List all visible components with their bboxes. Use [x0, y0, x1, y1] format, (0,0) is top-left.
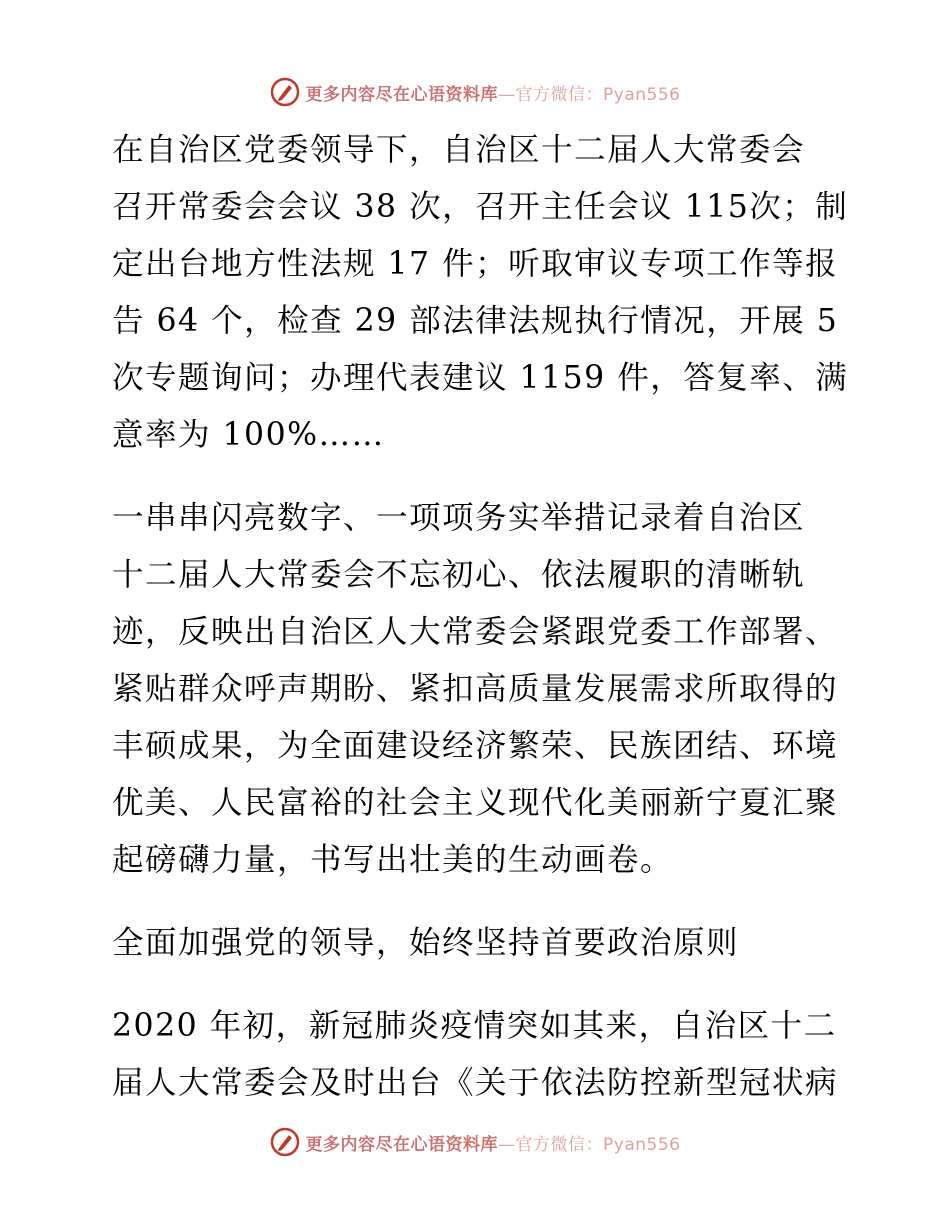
text-line: 一串串闪亮数字、一项项务实举措记录着自治区 [112, 500, 806, 536]
text-line: 告 64 个，检查 29 部法律法规执行情况，开展 5 [112, 303, 839, 339]
text-line: 召开常委会会议 38 次，召开主任会议 115次；制 [112, 189, 849, 225]
text-line: 紧贴群众呼声期盼、紧扣高质量发展需求所取得的 [112, 671, 839, 707]
paragraph-3 [100, 998, 850, 1112]
text-line: 全面加强党的领导，始终坚持首要政治原则 [112, 925, 740, 961]
text-line: 迹，反映出自治区人大常委会紧跟党委工作部署、 [112, 614, 839, 650]
text-line: 定出台地方性法规 17 件；听取审议专项工作等报 [112, 246, 839, 282]
document-body [100, 122, 850, 1138]
text-line: 在自治区党委领导下，自治区十二届人大常委会 [112, 132, 806, 168]
text-line: 优美、人民富裕的社会主义现代化美丽新宁夏汇聚 [112, 785, 839, 821]
watermark-main-text: 更多内容尽在心语资料库 [305, 84, 499, 105]
text-line: 届人大常委会及时出台《关于依法防控新型冠状病 [112, 1065, 839, 1101]
text-line: 起磅礴力量，书写出壮美的生动画卷。 [112, 842, 674, 878]
text-line: 十二届人大常委会不忘初心、依法履职的清晰轨 [112, 557, 806, 593]
text-line: 2020 年初，新冠肺炎疫情突如其来，自治区十二 [112, 1008, 837, 1044]
pen-logo-icon [270, 1127, 300, 1157]
watermark-sub-text: —官方微信：Pyan556 [498, 1134, 681, 1155]
watermark-text [306, 1130, 681, 1155]
section-heading [100, 915, 850, 972]
paragraph-1 [100, 122, 850, 464]
text-line: 意率为 100%…… [112, 417, 385, 453]
paragraph-2 [100, 490, 850, 889]
text-line: 丰硕成果，为全面建设经济繁荣、民族团结、环境 [112, 728, 839, 764]
pen-logo-icon [270, 77, 300, 107]
watermark-sub-text: —官方微信：Pyan556 [498, 84, 681, 105]
text-line: 次专题询问；办理代表建议 1159 件，答复率、满 [112, 360, 849, 396]
header-watermark [0, 72, 950, 112]
watermark-main-text: 更多内容尽在心语资料库 [305, 1134, 499, 1155]
footer-watermark [0, 1122, 950, 1162]
watermark-text [306, 80, 681, 105]
